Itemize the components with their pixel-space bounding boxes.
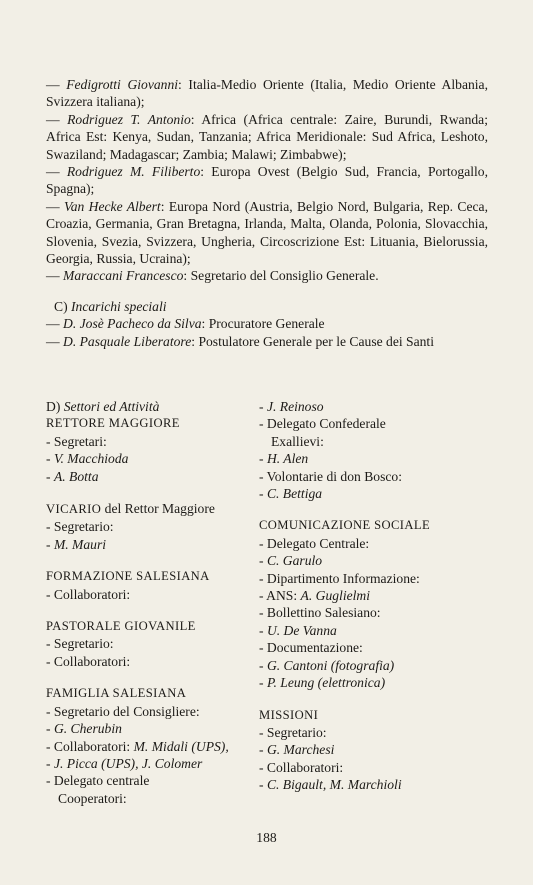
heading-vicario: VICARIO del Rettor Maggiore [46, 501, 215, 517]
entry-rodriguez-filiberto: — Rodriguez M. Filiberto: Europa Ovest (Belgio Sud, Francia, Portogallo, Spagna); [46, 164, 488, 197]
heading-pastorale: PASTORALE GIOVANILE [46, 619, 196, 634]
page-number: 188 [256, 830, 277, 845]
section-d-heading: D) Settori ed Attività [46, 399, 160, 414]
heading-famiglia: FAMIGLIA SALESIANA [46, 686, 187, 701]
special-procuratore: — D. Josè Pacheco da Silva: Procuratore Generale [46, 316, 325, 332]
sectors-columns [46, 398, 488, 807]
entry-fedigrotti: — Fedigrotti Giovanni: Italia-Medio Oriente (Italia, Medio Oriente Albania, Svizzera italiana); [46, 77, 488, 110]
special-postulatore: — D. Pasquale Liberatore: Postulatore Generale per le Cause dei Santi [46, 333, 434, 349]
entry-maraccani: — Maraccani Francesco: Segretario del Consiglio Generale. [46, 268, 379, 284]
heading-comunicazione: COMUNICAZIONE SOCIALE [259, 518, 431, 533]
right-column: - J. Reinoso - Delegato Confederale Exallievi: - H. Alen - Volontarie di don Bosco: - C. Bettiga COMUNICAZIONE SOCIALE - Delegato Centrale: - C. Garulo - Dipartimento Informazione: - ANS: A. Guglielmi - Bollettino Salesiano: - U. De Vanna - Documentazione: - G. Cantoni (fotografia) - P. Leung (elettronica) MISSIONI - Segretario: - G. Marchesi - Collaboratori: - C. Bigault, M. Marchioli [259, 398, 488, 807]
heading-missioni: MISSIONI [259, 707, 319, 722]
heading-formazione: FORMAZIONE SALESIANA [46, 569, 210, 584]
entry-rodriguez-antonio: — Rodriguez T. Antonio: Africa (Africa centrale: Zaire, Burundi, Rwanda; Africa Est: Kenya, Sudan, Tanzania; Africa Meridionale: Sud Africa, Leshoto, Swaziland; Madagascar; Zambia; Malawi; Zimbabwe); [46, 111, 488, 162]
entry-van-hecke: — Van Hecke Albert: Europa Nord (Austria, Belgio Nord, Bulgaria, Rep. Ceca, Croazia, Germania, Gran Bretagna, Irlanda, Malta, Olanda, Polonia, Slovacchia, Slovenia, Svezia, Svizzera, Ungheria, Circoscrizione Est: Lituania, Bielorussia, Georgia, Russia, Ucraina); [46, 198, 488, 267]
left-column: D) Settori ed Attività RETTORE MAGGIORE - Segretari: - V. Macchioda - A. Botta VICARIO del Rettor Maggiore - Segretario: - M. Mauri FORMAZIONE SALESIANA - Collaboratori: PASTORALE GIOVANILE - Segretario: - Collaboratori: FAMIGLIA SALESIANA - Segretario del Consigliere: - G. Cherubin - Collaboratori: M. Midali (UPS), - J. Picca (UPS), J. Colomer - Delegato centrale Cooperatori: [46, 398, 259, 807]
section-c-heading: C) Incarichi speciali [54, 298, 167, 314]
regions-list [46, 76, 488, 350]
heading-rettore: RETTORE MAGGIORE [46, 416, 180, 431]
